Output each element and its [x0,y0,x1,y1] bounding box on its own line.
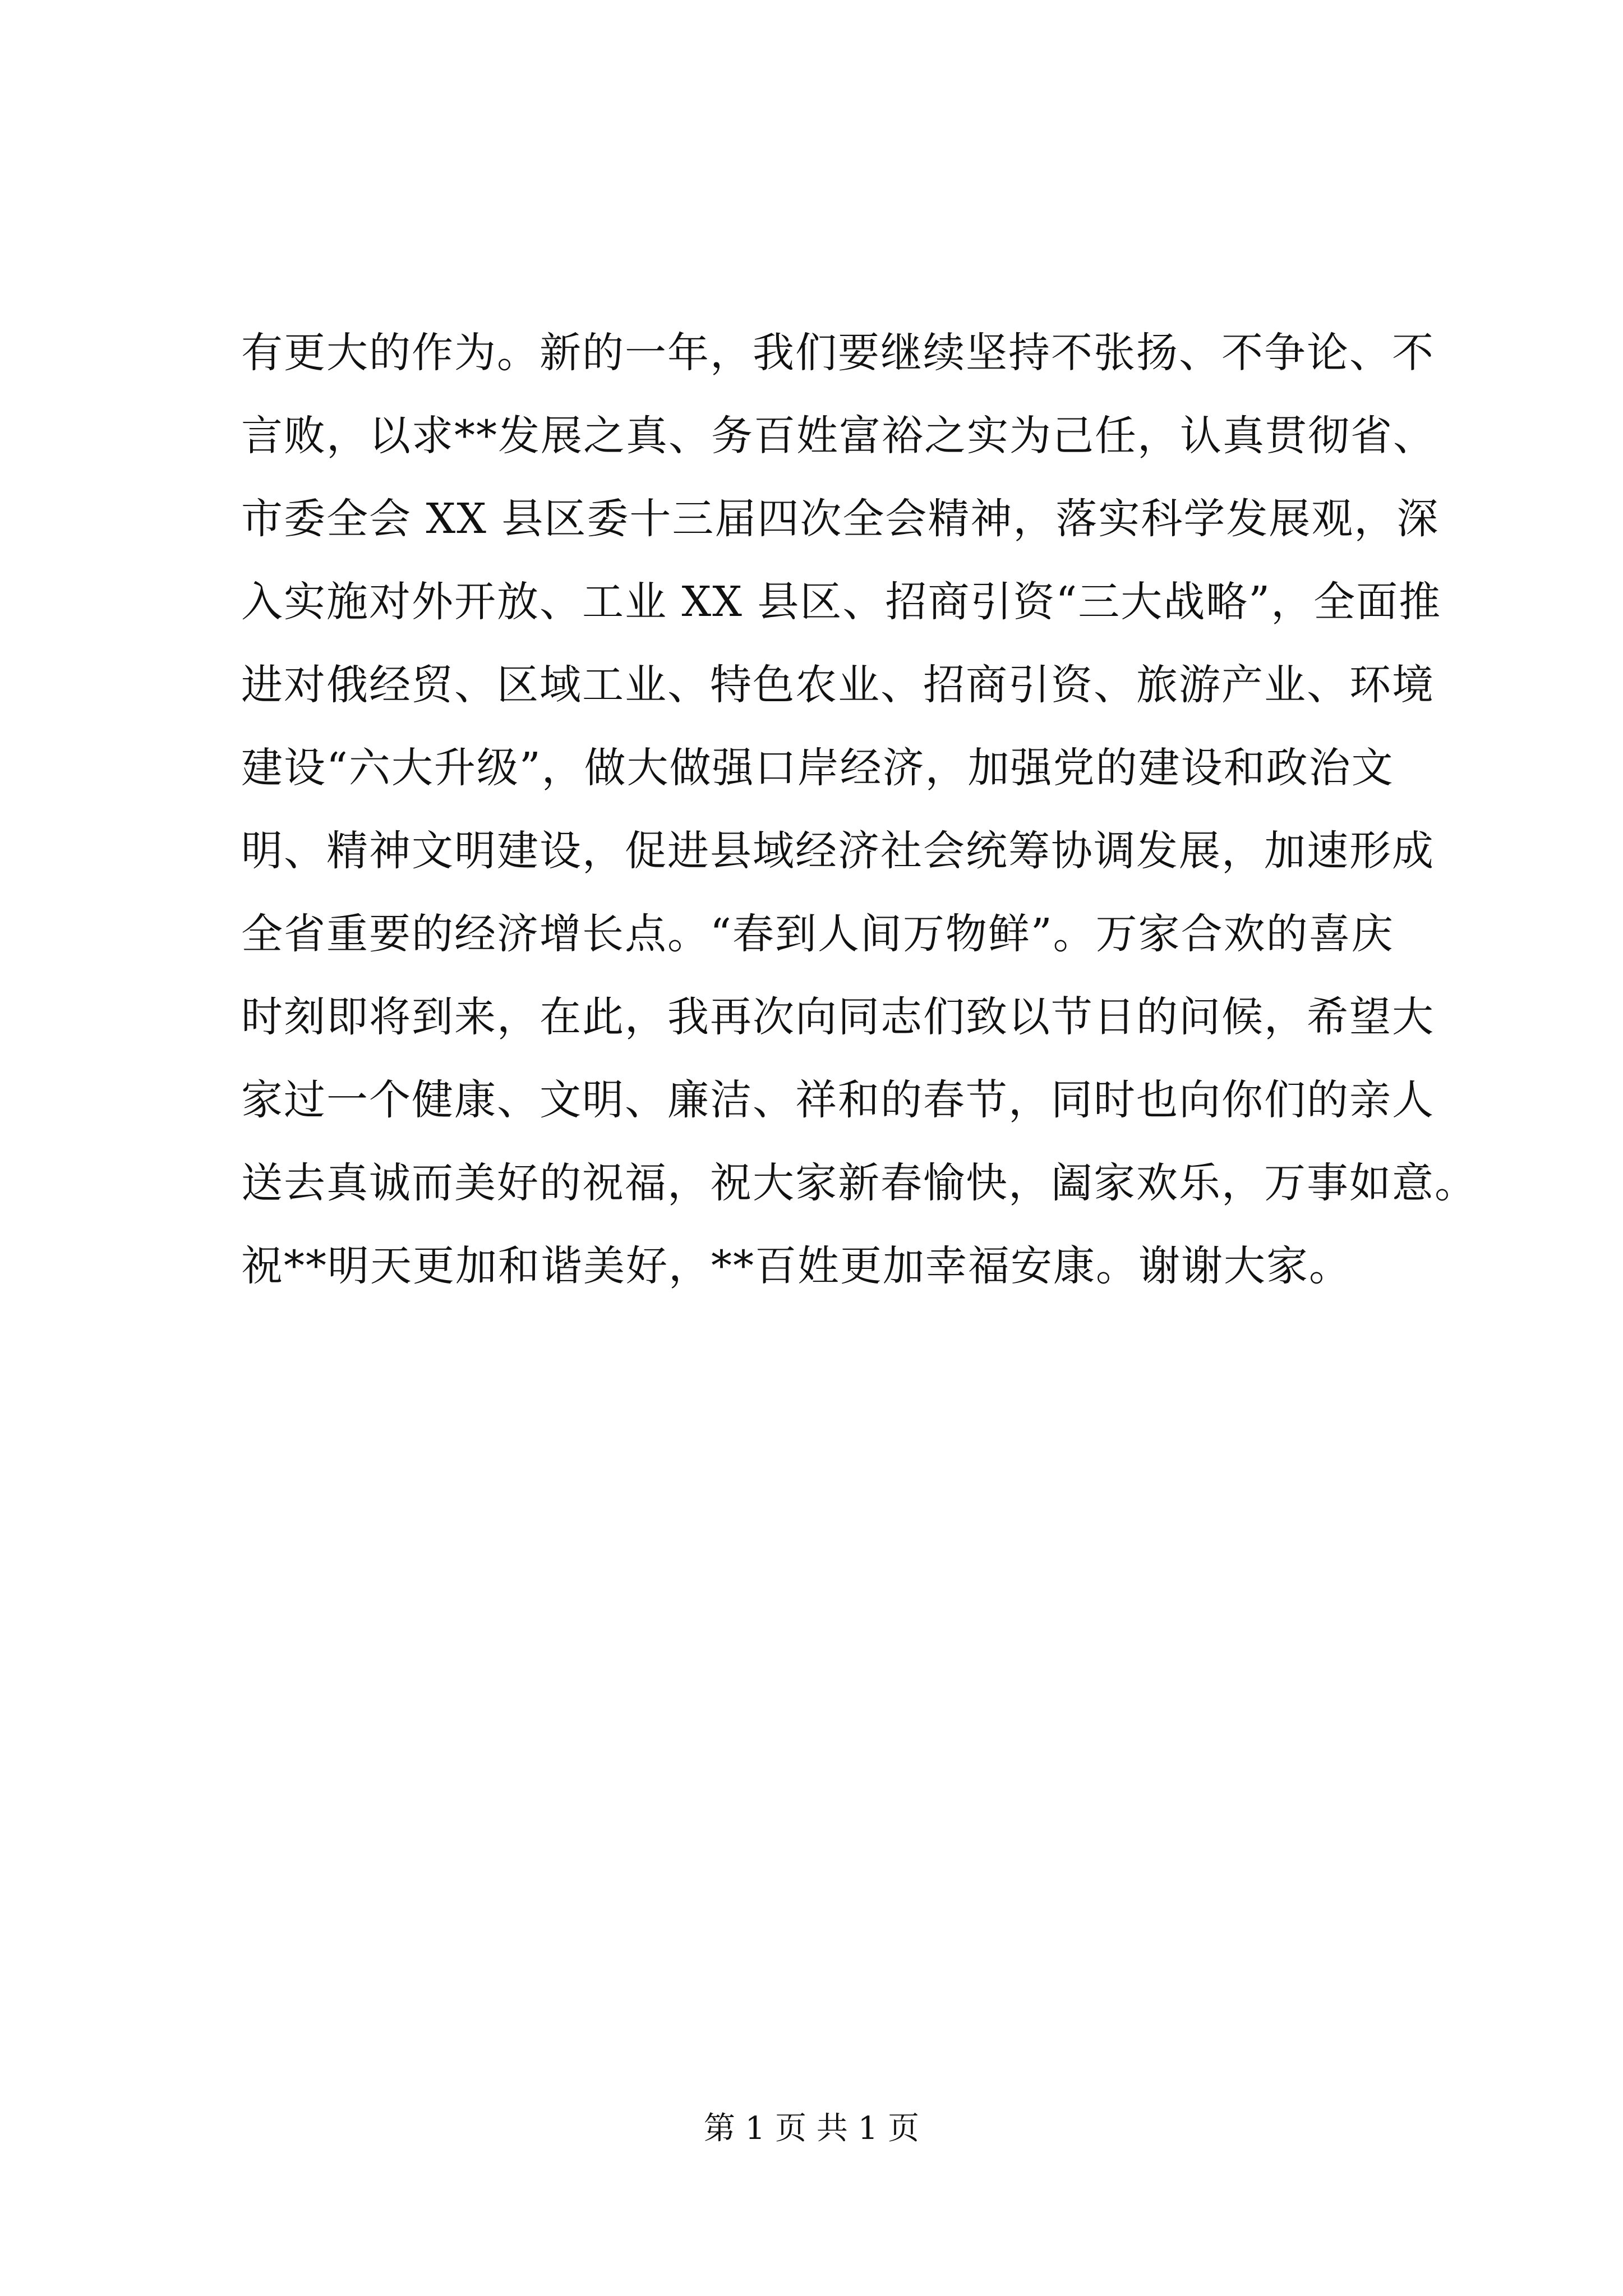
paragraph-line: 祝**明天更加和谐美好，**百姓更加幸福安康。谢谢大家。 [241,1242,1352,1290]
paragraph-line: 建设“六大升级”，做大做强口岸经济，加强党的建设和政治文 [241,744,1394,792]
paragraph-line: 有更大的作为。新的一年，我们要继续坚持不张扬、不争论、不 [241,329,1435,377]
paragraph-line: 时刻即将到来，在此，我再次向同志们致以节日的问候，希望大 [241,993,1435,1041]
paragraph-line: 明、精神文明建设，促进县域经济社会统筹协调发展，加速形成 [241,827,1435,875]
paragraph-line: 家过一个健康、文明、廉洁、祥和的春节，同时也向你们的亲人 [241,1076,1435,1124]
paragraph-line: 言败，以求**发展之真、务百姓富裕之实为己任，认真贯彻省、 [241,412,1436,460]
paragraph-line: 送去真诚而美好的祝福，祝大家新春愉快，阖家欢乐，万事如意。 [241,1159,1477,1207]
paragraph-line: 入实施对外开放、工业 XX 县区、招商引资“三大战略”，全面推 [241,578,1442,626]
paragraph-line: 市委全会 XX 县区委十三届四次全会精神，落实科学发展观，深 [241,495,1440,543]
paragraph-line: 进对俄经贸、区域工业、特色农业、招商引资、旅游产业、环境 [241,661,1435,709]
body-paragraph [241,311,1477,1308]
page-number-footer: 第 1 页 共 1 页 [703,2110,920,2147]
paragraph-line: 全省重要的经济增长点。“春到人间万物鲜”。万家合欢的喜庆 [241,910,1394,958]
